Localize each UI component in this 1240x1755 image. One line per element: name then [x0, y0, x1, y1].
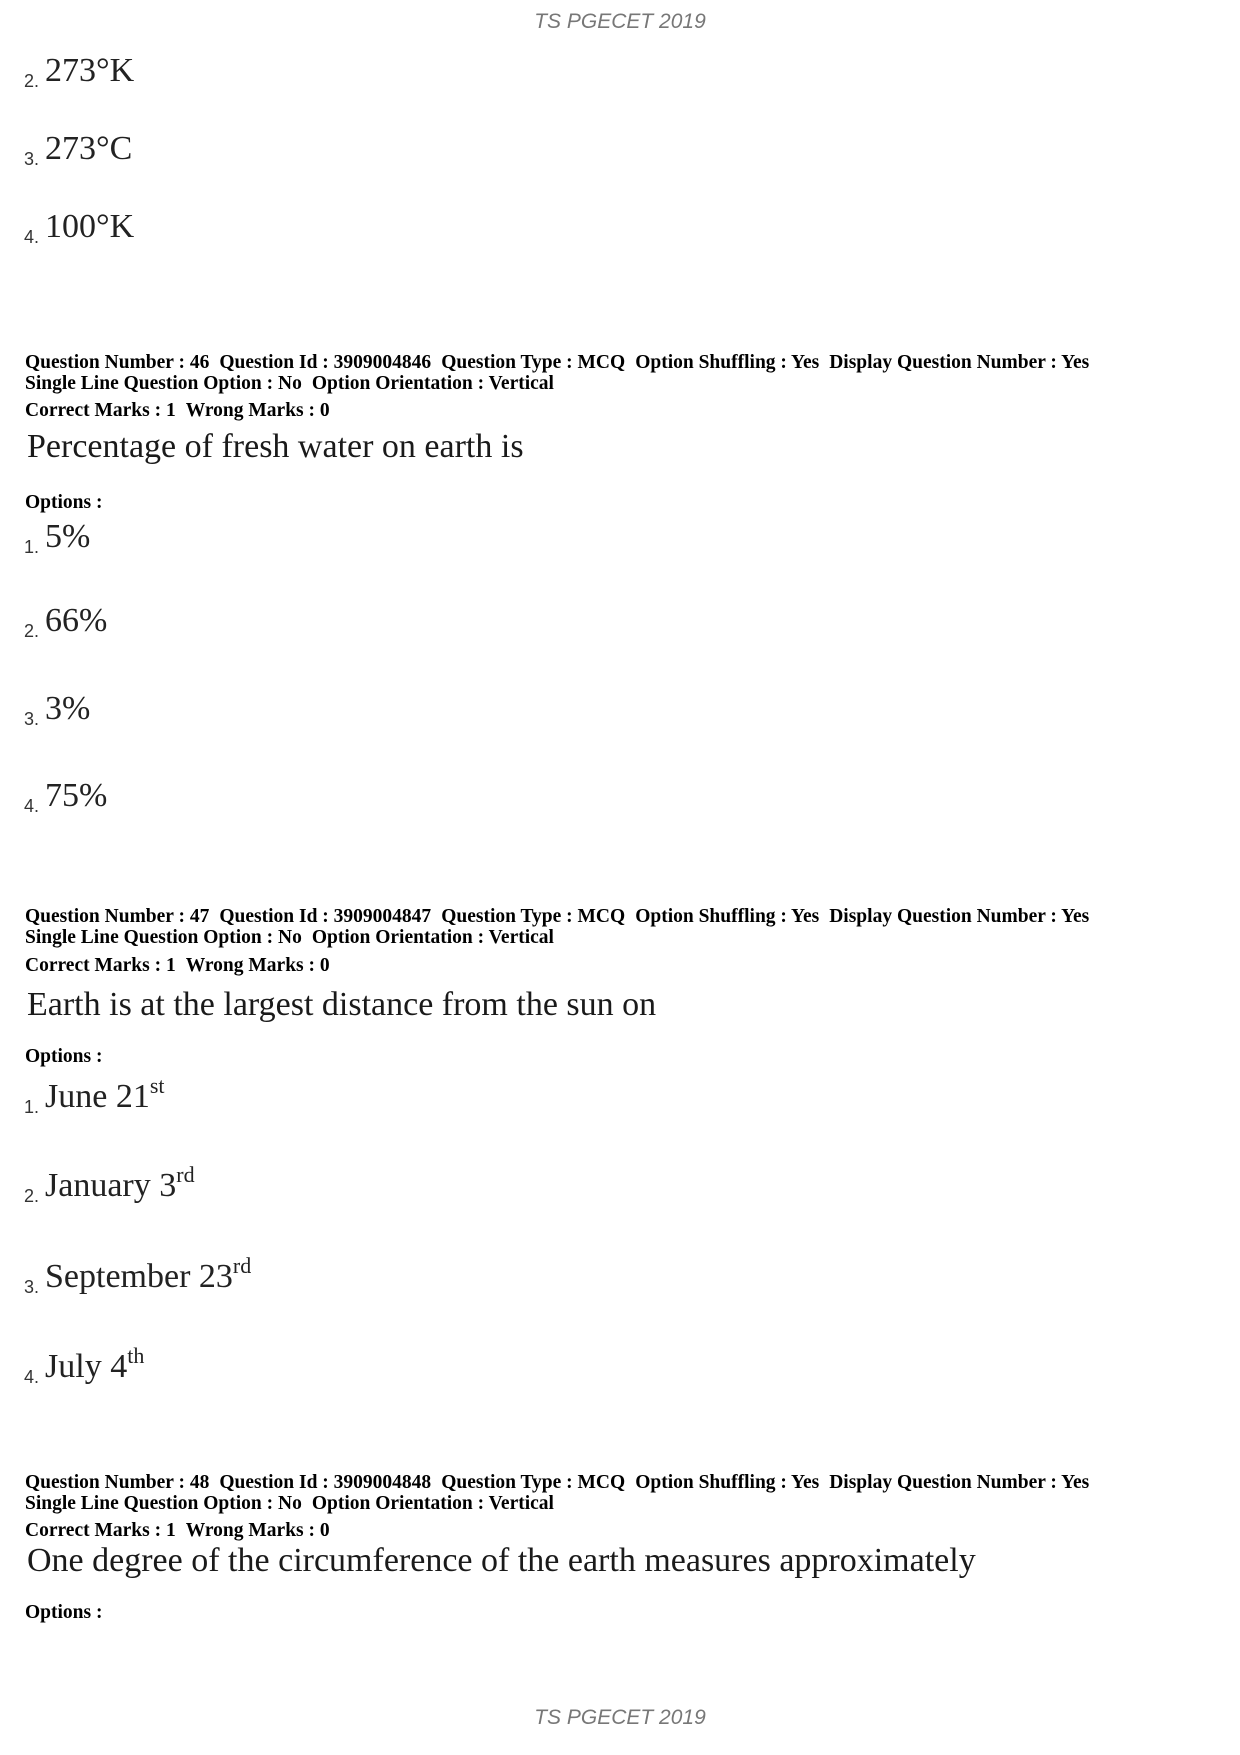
question-id: Question Id : 3909004846 — [219, 352, 432, 373]
q46-option-2 — [24, 602, 107, 640]
option-text — [45, 1073, 165, 1115]
correct-marks: Correct Marks : 1 — [25, 400, 176, 421]
meta-line-1 — [25, 352, 1099, 373]
q46-metadata — [25, 352, 1099, 394]
option-date: June 21 — [45, 1078, 150, 1115]
question-number: Question Number : 48 — [25, 1472, 210, 1493]
option-text: 66% — [45, 602, 108, 639]
q46-option-4 — [24, 777, 107, 815]
option-number: 4. — [24, 227, 40, 247]
option-shuffling: Option Shuffling : Yes — [635, 352, 820, 373]
q46-options-label: Options : — [25, 492, 103, 513]
wrong-marks: Wrong Marks : 0 — [185, 400, 330, 421]
option-date: July 4 — [45, 1348, 128, 1385]
ordinal-suffix: th — [127, 1343, 145, 1368]
option-number: 3. — [24, 709, 40, 729]
meta-line-2 — [25, 927, 1099, 948]
option-text — [45, 1343, 145, 1385]
q48-metadata — [25, 1472, 1099, 1514]
option-text: 100°K — [45, 208, 135, 245]
ordinal-suffix: st — [149, 1073, 165, 1098]
display-question-number: Display Question Number : Yes — [829, 1472, 1090, 1493]
single-line-option: Single Line Question Option : No — [25, 373, 302, 394]
option-orientation: Option Orientation : Vertical — [311, 1493, 554, 1514]
meta-line-2 — [25, 373, 1099, 394]
wrong-marks: Wrong Marks : 0 — [185, 1520, 330, 1541]
wrong-marks: Wrong Marks : 0 — [185, 955, 330, 976]
question-id: Question Id : 3909004848 — [219, 1472, 432, 1493]
q47-option-1 — [24, 1073, 165, 1116]
question-type: Question Type : MCQ — [441, 906, 626, 927]
meta-line-1 — [25, 1472, 1099, 1493]
correct-marks: Correct Marks : 1 — [25, 1520, 176, 1541]
option-number: 2. — [24, 621, 40, 641]
q46-marks — [25, 400, 340, 422]
question-number: Question Number : 46 — [25, 352, 210, 373]
q45-option-3 — [24, 130, 132, 168]
display-question-number: Display Question Number : Yes — [829, 906, 1090, 927]
option-number: 4. — [24, 796, 40, 816]
question-number: Question Number : 47 — [25, 906, 210, 927]
display-question-number: Display Question Number : Yes — [829, 352, 1090, 373]
option-shuffling: Option Shuffling : Yes — [635, 906, 820, 927]
option-date: September 23 — [45, 1258, 233, 1295]
option-text: 3% — [45, 690, 91, 727]
option-orientation: Option Orientation : Vertical — [311, 373, 554, 394]
question-type: Question Type : MCQ — [441, 1472, 626, 1493]
q45-option-4 — [24, 208, 134, 246]
option-number: 2. — [24, 71, 40, 91]
page-header: TS PGECET 2019 — [534, 10, 706, 33]
q47-option-3 — [24, 1253, 251, 1296]
question-id: Question Id : 3909004847 — [219, 906, 432, 927]
option-text: 5% — [45, 518, 91, 555]
q45-option-2 — [24, 52, 134, 90]
option-text — [45, 1162, 195, 1204]
option-number: 1. — [24, 1097, 40, 1117]
q48-question-text: One degree of the circumference of the earth measures approximately — [27, 1542, 976, 1579]
question-type: Question Type : MCQ — [441, 352, 626, 373]
option-number: 3. — [24, 149, 40, 169]
q47-option-4 — [24, 1343, 144, 1386]
q48-options-label: Options : — [25, 1602, 103, 1623]
single-line-option: Single Line Question Option : No — [25, 1493, 302, 1514]
q47-options-label: Options : — [25, 1046, 103, 1067]
option-shuffling: Option Shuffling : Yes — [635, 1472, 820, 1493]
q46-option-1 — [24, 518, 90, 556]
q47-option-2 — [24, 1162, 195, 1205]
option-text: 273°C — [45, 130, 133, 167]
ordinal-suffix: rd — [176, 1162, 195, 1187]
option-orientation: Option Orientation : Vertical — [311, 927, 554, 948]
meta-line-1 — [25, 906, 1099, 927]
q46-option-3 — [24, 690, 90, 728]
q47-question-text: Earth is at the largest distance from the sun on — [27, 986, 657, 1023]
option-number: 2. — [24, 1186, 40, 1206]
option-text: 75% — [45, 777, 108, 814]
option-number: 1. — [24, 537, 40, 557]
option-number: 3. — [24, 1277, 40, 1297]
q46-question-text: Percentage of fresh water on earth is — [27, 428, 524, 465]
option-number: 4. — [24, 1367, 40, 1387]
q47-marks — [25, 955, 340, 977]
q47-metadata — [25, 906, 1099, 948]
q48-marks — [25, 1520, 340, 1542]
ordinal-suffix: rd — [232, 1253, 252, 1278]
option-text — [45, 1253, 252, 1295]
option-date: January 3 — [45, 1167, 177, 1204]
meta-line-2 — [25, 1493, 1099, 1514]
page-footer: TS PGECET 2019 — [534, 1706, 706, 1729]
correct-marks: Correct Marks : 1 — [25, 955, 176, 976]
option-text: 273°K — [45, 52, 135, 89]
single-line-option: Single Line Question Option : No — [25, 927, 302, 948]
